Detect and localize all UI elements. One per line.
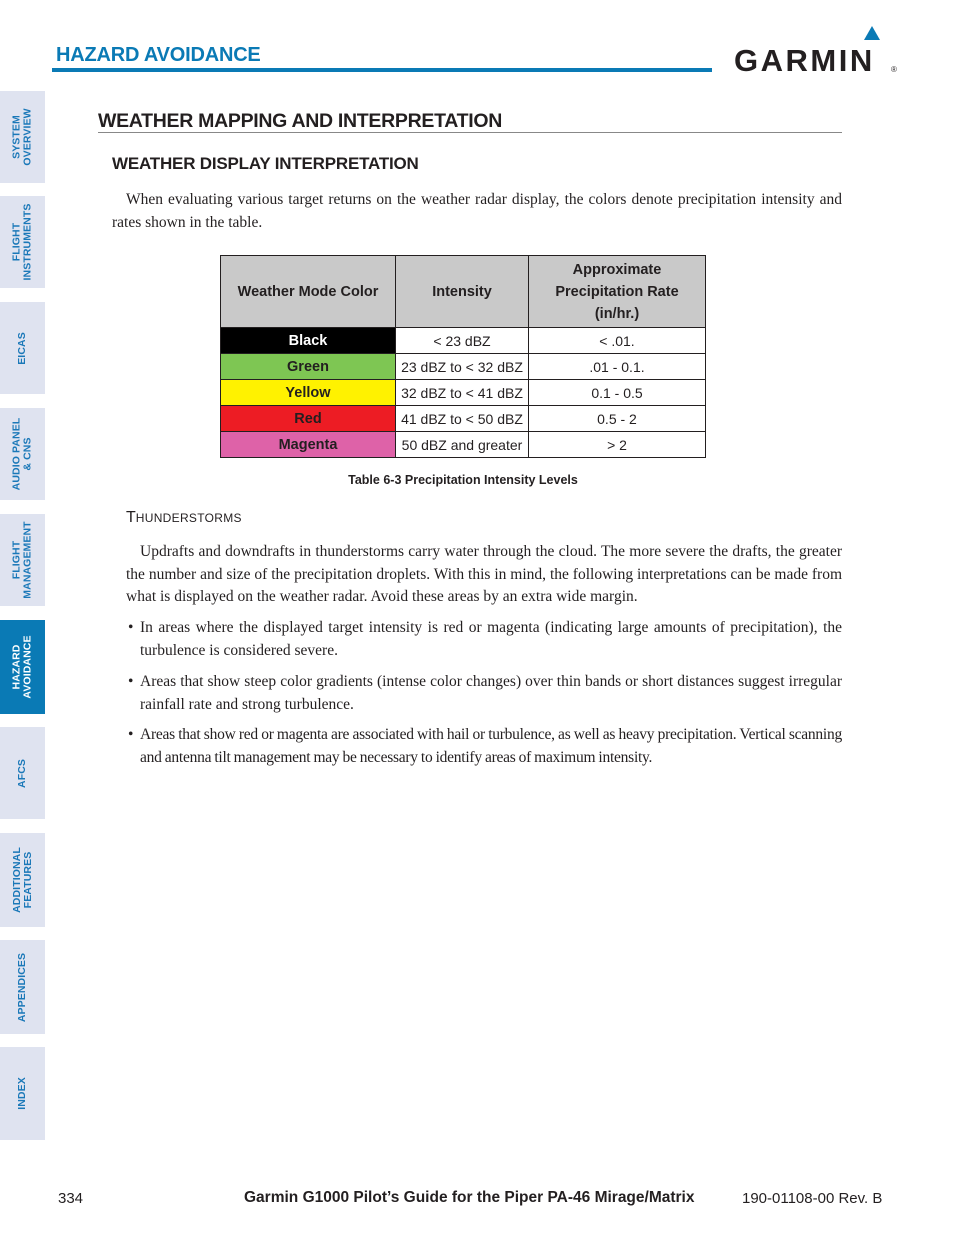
rate-cell: .01 - 0.1. [529, 354, 706, 380]
footer-title: Garmin G1000 Pilot’s Guide for the Piper PA-46 Mirage/Matrix [244, 1189, 695, 1206]
weather-color-cell: Green [221, 354, 396, 380]
sidebar-tab-label: ADDITIONAL FEATURES [10, 847, 34, 913]
bullet-item: Areas that show steep color gradients (intense color changes) over thin bands or short distances suggest irregular rainfall rate and strong turbulence. [140, 673, 842, 713]
heading-rest: HUNDERSTORMS [135, 511, 242, 525]
column-header: Intensity [396, 256, 529, 328]
column-header: Approximate Precipitation Rate (in/hr.) [529, 256, 706, 328]
sidebar-tab-flight-instruments[interactable] [0, 196, 45, 288]
sidebar-tab-hazard-avoidance[interactable] [0, 620, 45, 714]
intensity-cell: 32 dBZ to < 41 dBZ [396, 380, 529, 406]
garmin-logo [732, 24, 900, 76]
sidebar-tab-label: FLIGHT MANAGEMENT [10, 521, 34, 599]
table-row [221, 432, 706, 458]
intensity-cell: 50 dBZ and greater [396, 432, 529, 458]
precipitation-table [220, 255, 706, 458]
sidebar-tab-eicas[interactable] [0, 302, 45, 394]
bullet-item: In areas where the displayed target intensity is red or magenta (indicating large amounts of precipitation), the turbulence is considered severe. [140, 619, 842, 659]
rate-cell: < .01. [529, 328, 706, 354]
sidebar-tab-label: APPENDICES [16, 952, 29, 1022]
sidebar-tab-label: AUDIO PANEL & CNS [10, 417, 34, 491]
table-row [221, 328, 706, 354]
table-row [221, 380, 706, 406]
sidebar-tab-label: SYSTEM OVERVIEW [10, 108, 34, 166]
page-number: 334 [58, 1190, 84, 1207]
document-number: 190-01108-00 Rev. B [742, 1190, 883, 1207]
bullet-marker: • [128, 619, 134, 636]
sidebar-tab-label: EICAS [16, 331, 28, 365]
thunderstorms-paragraph: Updrafts and downdrafts in thunderstorms carry water through the cloud. The more severe the drafts, the greater the number and size of the precipitation droplets. With this in mind, the following interpretations can be made from what is displayed on the weather radar. Avoid these areas by an extra wide margin. [126, 543, 842, 605]
heading-rule [98, 132, 842, 133]
sidebar-tab-label: FLIGHT INSTRUMENTS [10, 203, 34, 281]
table-caption: Table 6-3 Precipitation Intensity Levels [348, 473, 578, 487]
column-header: Weather Mode Color [221, 256, 396, 328]
rate-cell: 0.1 - 0.5 [529, 380, 706, 406]
registered-mark: ® [891, 65, 897, 74]
sidebar-tab-appendices[interactable] [0, 940, 45, 1034]
weather-color-cell: Black [221, 328, 396, 354]
thunderstorms-heading [126, 509, 242, 527]
intensity-cell: < 23 dBZ [396, 328, 529, 354]
bullet-item: Areas that show red or magenta are associated with hail or turbulence, as well as heavy precipitation. Vertical scanning and antenna tilt management may be necessary to identify areas of maximum intensity. [140, 726, 842, 766]
sidebar-tab-index[interactable] [0, 1047, 45, 1140]
intro-paragraph: When evaluating various target returns on the weather radar display, the colors denote precipitation intensity and rates shown in the table. [112, 191, 842, 231]
garmin-logo-text: GARMIN [734, 43, 875, 76]
rate-cell: 0.5 - 2 [529, 406, 706, 432]
bullet-marker: • [128, 673, 134, 690]
sidebar-tab-flight-management[interactable] [0, 514, 45, 606]
sidebar-tab-additional-features[interactable] [0, 833, 45, 927]
weather-color-cell: Red [221, 406, 396, 432]
sidebar-tab-label: HAZARD AVOIDANCE [10, 635, 34, 699]
weather-color-cell: Yellow [221, 380, 396, 406]
garmin-delta-icon [864, 26, 880, 40]
sidebar-tab-label: AFCS [15, 758, 28, 788]
table-header-row [221, 256, 706, 328]
sidebar-tab-system-overview[interactable] [0, 91, 45, 183]
heading-initial: T [126, 509, 136, 526]
page-heading: WEATHER MAPPING AND INTERPRETATION [98, 110, 502, 132]
intensity-cell: 41 dBZ to < 50 dBZ [396, 406, 529, 432]
section-title: HAZARD AVOIDANCE [56, 44, 261, 66]
table-row [221, 354, 706, 380]
sidebar-tab-label: INDEX [16, 1077, 28, 1110]
intensity-cell: 23 dBZ to < 32 dBZ [396, 354, 529, 380]
rate-cell: > 2 [529, 432, 706, 458]
subheading: WEATHER DISPLAY INTERPRETATION [112, 154, 419, 173]
weather-color-cell: Magenta [221, 432, 396, 458]
header-rule [52, 68, 712, 72]
sidebar-tab-audio-panel-cns[interactable] [0, 408, 45, 500]
bullet-marker: • [128, 726, 134, 743]
sidebar-tab-afcs[interactable] [0, 727, 45, 819]
table-row [221, 406, 706, 432]
table-body [221, 328, 706, 458]
